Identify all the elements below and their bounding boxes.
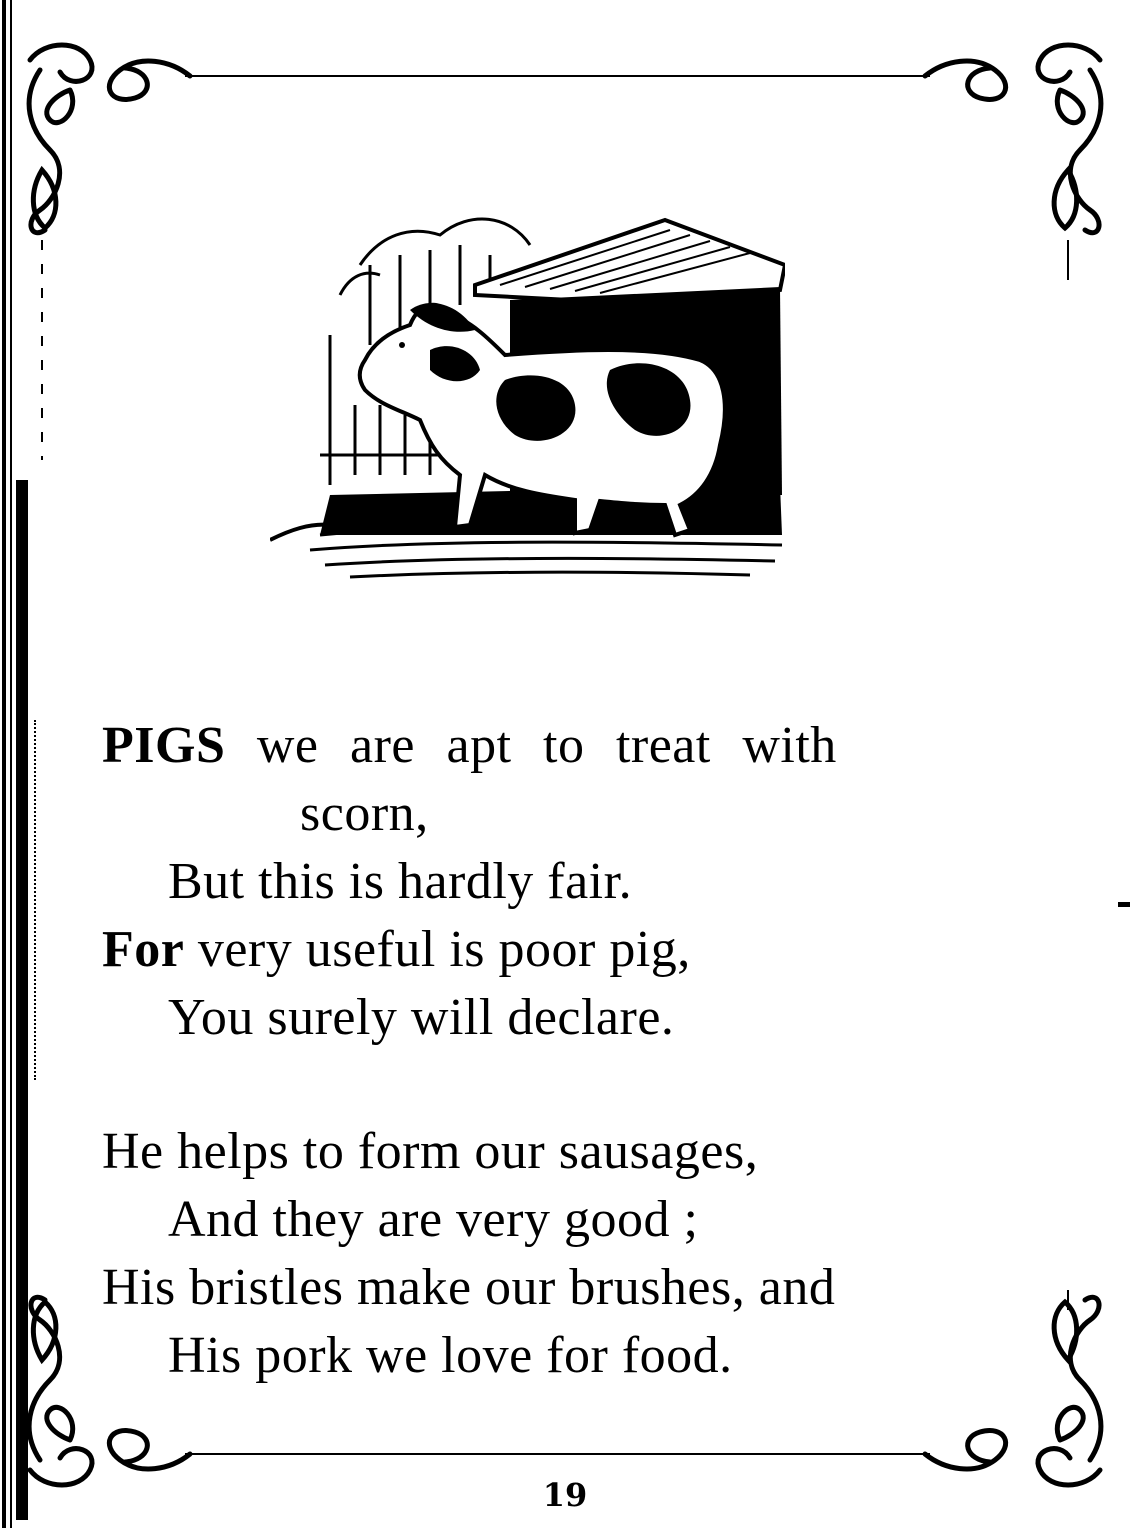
page-number: 19 [542, 1476, 588, 1514]
drop-word: For [102, 921, 185, 978]
pig-woodcut-illustration [270, 205, 785, 590]
poem-line [102, 712, 1022, 780]
sty-roof [475, 220, 785, 300]
poem-line [102, 916, 1022, 984]
poem-line: His pork we love for food. [168, 1327, 733, 1384]
line-text: we are apt to treat with [256, 717, 837, 774]
poem-line: scorn, [300, 785, 429, 842]
drop-word: PIGS [102, 717, 226, 774]
poem-line: His bristles make our brushes, and [102, 1259, 836, 1316]
corner-flourish-top-left [29, 45, 190, 233]
line-text: very useful is poor pig, [197, 921, 691, 978]
poem [102, 712, 1022, 1390]
poem-line: And they are very good ; [168, 1191, 699, 1248]
stanza-2 [102, 1118, 1022, 1390]
poem-line: But this is hardly fair. [168, 853, 633, 910]
poem-line: You surely will declare. [168, 989, 675, 1046]
stanza-gap [102, 1052, 1022, 1118]
corner-flourish-top-right [925, 45, 1101, 233]
stanza-1 [102, 712, 1022, 1052]
poem-line: He helps to form our sausages, [102, 1123, 759, 1180]
